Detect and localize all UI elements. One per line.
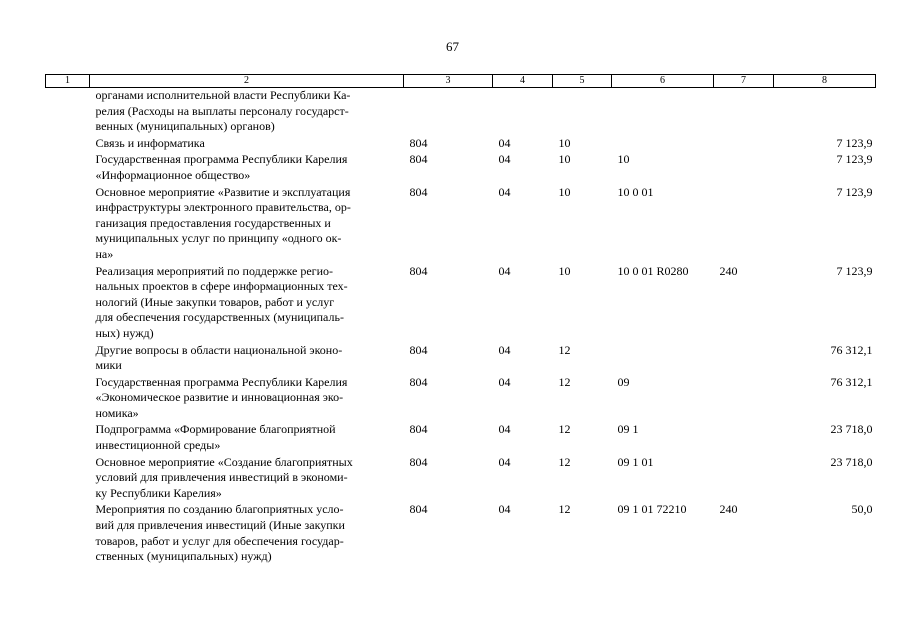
- section-cell: 04: [498, 263, 511, 278]
- sum-cell: 7 123,9: [836, 184, 873, 199]
- ved-cell: 804: [409, 184, 428, 199]
- row-number-cell: [46, 135, 90, 152]
- section-cell: 04: [498, 184, 511, 199]
- expense-type-cell: 240: [719, 263, 738, 278]
- item-name-line: Реализация мероприятий по поддержке регио-: [95, 263, 333, 278]
- header-col-1: 1: [46, 75, 90, 88]
- table-row: [46, 88, 876, 135]
- row-number-cell: [46, 263, 90, 342]
- row-number-cell: [46, 454, 90, 502]
- item-name-cell: [90, 184, 404, 263]
- header-col-8: 8: [774, 75, 876, 88]
- item-name-line: вий для привлечения инвестиций (Иные закупки: [95, 518, 345, 533]
- section-cell: 04: [498, 422, 511, 437]
- ved-cell: 804: [409, 342, 428, 357]
- item-name-line: Основное мероприятие «Создание благоприятных: [95, 454, 353, 469]
- item-name-line: муниципальных услуг по принципу «одного ок-: [95, 231, 342, 246]
- target-article-cell: [612, 88, 714, 135]
- sum-cell: 23 718,0: [830, 422, 873, 437]
- item-name-line: Мероприятия по созданию благоприятных усло-: [95, 502, 344, 517]
- table-row: [46, 151, 876, 183]
- table-row: [46, 184, 876, 263]
- expense-type-cell: [714, 151, 774, 183]
- item-name-line: Другие вопросы в области национальной эконо-: [95, 342, 343, 357]
- subsection-cell: 10: [558, 152, 571, 167]
- target-article-cell: 09 1 01: [617, 454, 654, 469]
- item-name-line: «Информационное общество»: [95, 167, 251, 182]
- item-name-line: Государственная программа Республики Карелия: [95, 152, 348, 167]
- sum-cell: 50,0: [851, 502, 873, 517]
- ved-cell: 804: [409, 454, 428, 469]
- subsection-cell: 12: [558, 342, 571, 357]
- item-name-cell: [90, 501, 404, 564]
- sum-cell: 76 312,1: [830, 374, 873, 389]
- item-name-cell: [90, 135, 404, 152]
- expense-type-cell: [714, 88, 774, 135]
- item-name-line: «Экономическое развитие и инновационная эко-: [95, 390, 344, 405]
- section-cell: 04: [498, 454, 511, 469]
- item-name-cell: [90, 374, 404, 422]
- item-name-line: нальных проектов в сфере информационных тех-: [95, 279, 348, 294]
- table-row: [46, 421, 876, 453]
- target-article-cell: 10 0 01 R0280: [617, 263, 689, 278]
- header-col-5: 5: [553, 75, 612, 88]
- subsection-cell: 10: [558, 263, 571, 278]
- sum-cell: 7 123,9: [836, 152, 873, 167]
- header-row: [46, 75, 876, 88]
- item-name-line: инфраструктуры электронного правительства, ор-: [95, 200, 351, 215]
- header-col-4: 4: [493, 75, 553, 88]
- item-name-line: ных) нужд): [95, 325, 154, 340]
- row-number-cell: [46, 151, 90, 183]
- subsection-cell: 10: [558, 184, 571, 199]
- section-cell: 04: [498, 152, 511, 167]
- section-cell: 04: [498, 135, 511, 150]
- header-col-3: 3: [404, 75, 493, 88]
- ved-cell: 804: [409, 135, 428, 150]
- row-number-cell: [46, 374, 90, 422]
- table-row: [46, 135, 876, 152]
- ved-cell: 804: [409, 422, 428, 437]
- sum-cell: 23 718,0: [830, 454, 873, 469]
- ved-cell: 804: [409, 263, 428, 278]
- section-cell: 04: [498, 374, 511, 389]
- subsection-cell: 12: [558, 502, 571, 517]
- item-name-cell: [90, 454, 404, 502]
- ved-cell: 804: [409, 152, 428, 167]
- subsection-cell: 12: [558, 454, 571, 469]
- sum-cell: 76 312,1: [830, 342, 873, 357]
- header-col-2: 2: [90, 75, 404, 88]
- table-row: [46, 374, 876, 422]
- table-row: [46, 263, 876, 342]
- ved-cell: 804: [409, 374, 428, 389]
- item-name-line: Подпрограмма «Формирование благоприятной: [95, 422, 336, 437]
- row-number-cell: [46, 501, 90, 564]
- expense-type-cell: [714, 421, 774, 453]
- item-name-line: ку Республики Карелия»: [95, 485, 222, 500]
- target-article-cell: 10 0 01: [617, 184, 654, 199]
- sum-cell: 7 123,9: [836, 135, 873, 150]
- item-name-line: Основное мероприятие «Развитие и эксплуатация: [95, 184, 351, 199]
- ved-cell: 804: [409, 502, 428, 517]
- item-name-line: товаров, работ и услуг для обеспечения государ-: [95, 533, 344, 548]
- table-row: [46, 501, 876, 564]
- item-name-cell: [90, 263, 404, 342]
- item-name-line: венных (муниципальных) органов): [95, 119, 275, 134]
- target-article-cell: [612, 135, 714, 152]
- item-name-cell: [90, 88, 404, 135]
- item-name-line: на»: [95, 246, 114, 261]
- table-body: [46, 88, 876, 565]
- target-article-cell: [612, 342, 714, 374]
- sum-cell: 7 123,9: [836, 263, 873, 278]
- item-name-line: номика»: [95, 405, 139, 420]
- item-name-line: ственных (муниципальных) нужд): [95, 549, 272, 564]
- expense-type-cell: [714, 135, 774, 152]
- header-col-7: 7: [714, 75, 774, 88]
- item-name-cell: [90, 421, 404, 453]
- header-col-6: 6: [612, 75, 714, 88]
- expense-type-cell: 240: [719, 502, 738, 517]
- section-cell: [493, 88, 553, 135]
- section-cell: 04: [498, 342, 511, 357]
- item-name-cell: [90, 342, 404, 374]
- item-name-line: для обеспечения государственных (муниципаль-: [95, 310, 344, 325]
- table-header: [46, 75, 876, 88]
- subsection-cell: 12: [558, 374, 571, 389]
- page-number: 67: [446, 39, 459, 54]
- item-name-line: ганизация предоставления государственных и: [95, 215, 331, 230]
- row-number-cell: [46, 342, 90, 374]
- target-article-cell: 09: [617, 374, 630, 389]
- budget-table: [45, 74, 876, 565]
- expense-type-cell: [714, 374, 774, 422]
- item-name-line: Государственная программа Республики Карелия: [95, 374, 348, 389]
- item-name-line: релия (Расходы на выплаты персоналу государст-: [95, 103, 349, 118]
- item-name-cell: [90, 151, 404, 183]
- expense-type-cell: [714, 184, 774, 263]
- row-number-cell: [46, 88, 90, 135]
- target-article-cell: 09 1: [617, 422, 639, 437]
- table-row: [46, 342, 876, 374]
- item-name-line: нологий (Иные закупки товаров, работ и услуг: [95, 294, 335, 309]
- item-name-line: Связь и информатика: [95, 135, 205, 150]
- sum-cell: [774, 88, 876, 135]
- item-name-line: условий для привлечения инвестиций в экономи-: [95, 470, 348, 485]
- item-name-line: инвестиционной среды»: [95, 438, 221, 453]
- expense-type-cell: [714, 342, 774, 374]
- target-article-cell: 09 1 01 72210: [617, 502, 687, 517]
- section-cell: 04: [498, 502, 511, 517]
- subsection-cell: 10: [558, 135, 571, 150]
- target-article-cell: 10: [617, 152, 630, 167]
- expense-type-cell: [714, 454, 774, 502]
- item-name-line: мики: [95, 358, 122, 373]
- row-number-cell: [46, 184, 90, 263]
- item-name-line: органами исполнительной власти Республики Ка-: [95, 88, 351, 102]
- ved-cell: [404, 88, 493, 135]
- row-number-cell: [46, 421, 90, 453]
- table-row: [46, 454, 876, 502]
- subsection-cell: 12: [558, 422, 571, 437]
- subsection-cell: [553, 88, 612, 135]
